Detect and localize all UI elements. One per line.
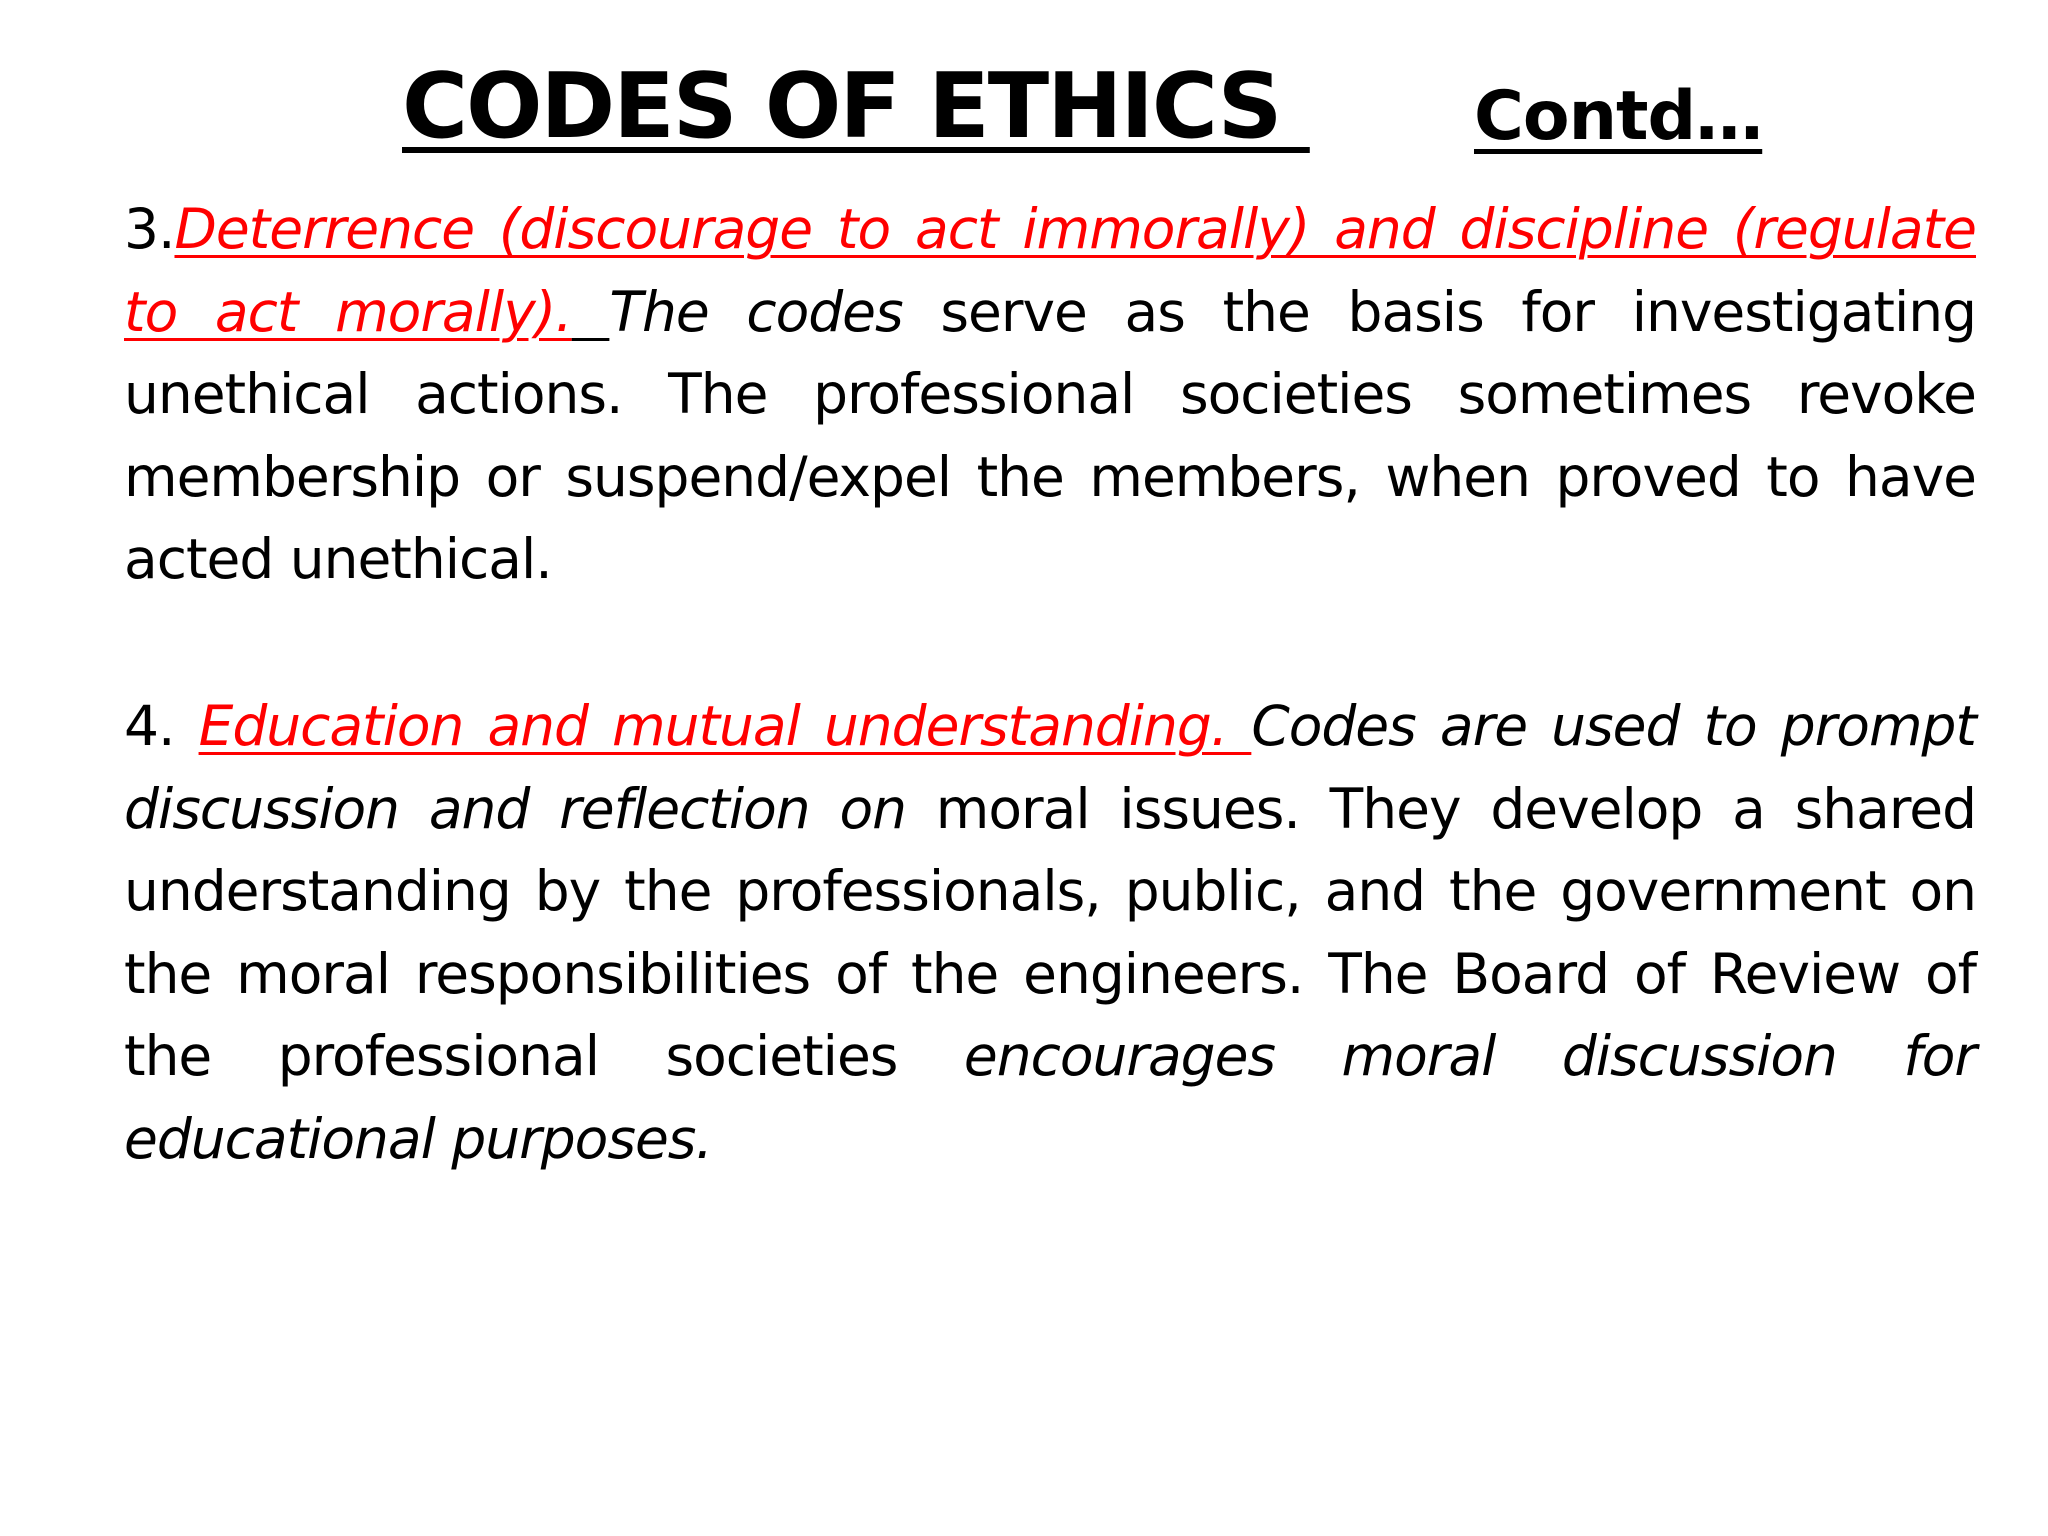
point-3-number: 3.: [124, 197, 175, 261]
point-3-italic-lead: The codes: [609, 279, 903, 344]
point-4-italic-lead: Codes are used to prompt discussion and reflection on: [124, 694, 1976, 841]
point-4-number: 4.: [124, 694, 199, 758]
point-4-heading: Education and mutual understanding.: [198, 694, 1252, 758]
point-4-paragraph: [124, 685, 1976, 1180]
point-3-heading: Deterrence (discourage to act immorally) and discipline (regulate to act morally).: [124, 197, 1976, 344]
point-3-underline-gap: [572, 280, 610, 344]
point-3-paragraph: [124, 188, 1976, 601]
point-4-italic-tail: encourages moral discussion for educational purposes.: [124, 1024, 1976, 1171]
slide-title-contd: Contd…: [1474, 77, 1763, 156]
point-4-body: moral issues. They develop a shared understanding by the professionals, public, and the government on the moral responsibilities of the engineers. The Board of Review of the professional societies: [124, 776, 1976, 1088]
point-3-body: serve as the basis for investigating unethical actions. The professional societies sometimes revoke membership or suspend/expel the members, when proved to have acted unethical.: [124, 279, 1976, 591]
slide-title: CODES OF ETHICS: [402, 54, 1310, 159]
